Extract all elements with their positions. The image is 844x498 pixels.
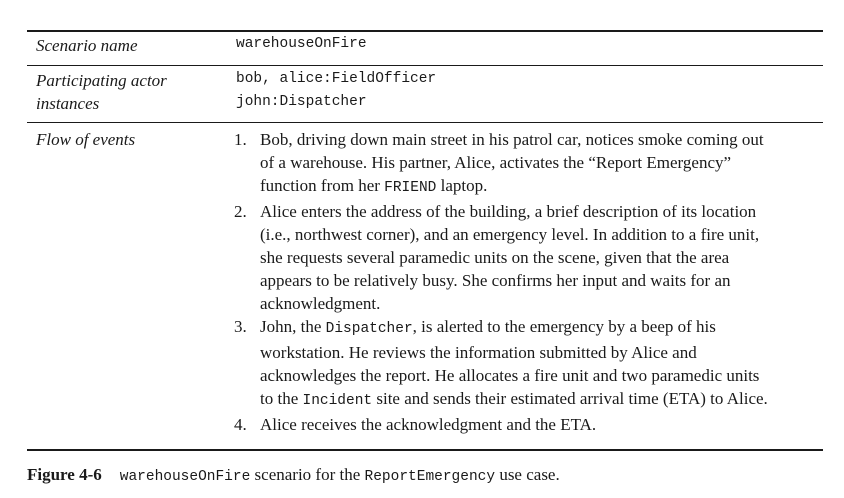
scenario-name-label: Scenario name <box>36 36 138 55</box>
participating-actors-label-line-1: Participating actor <box>36 71 167 90</box>
flow-step-text: Alice receives the acknowledgment and the ETA. <box>260 415 597 434</box>
actor-instance-1: bob, alice:FieldOfficer <box>236 71 437 87</box>
flow-step-text: workstation. He reviews the information submitted by Alice and <box>260 343 697 362</box>
figure-caption-text <box>120 465 560 484</box>
actor-instance-2: john:Dispatcher <box>236 94 367 110</box>
caption-text: use case. <box>495 465 560 484</box>
participating-actors-label <box>36 69 167 115</box>
row-divider-2 <box>27 122 823 123</box>
flow-step-line <box>260 341 824 364</box>
caption-code: warehouseOnFire <box>119 469 251 485</box>
flow-step-line <box>260 315 824 341</box>
flow-step-text: Alice enters the address of the building, a brief description of its location <box>260 202 757 221</box>
flow-step-number: 4. <box>234 415 247 434</box>
flow-step-line <box>260 128 824 151</box>
flow-step-code: Dispatcher <box>325 321 413 337</box>
figure-caption <box>27 463 560 489</box>
participating-actors-label-line-2: instances <box>36 94 100 113</box>
caption-text: scenario for the <box>250 465 365 484</box>
flow-step-text: , is alerted to the emergency by a beep of his <box>412 317 716 336</box>
scenario-name-value: warehouseOnFire <box>236 36 367 52</box>
flow-step-text: she requests several paramedic units on the scene, given that the area <box>260 248 730 267</box>
flow-step-text: John, the <box>260 317 326 336</box>
figure-number: Figure 4-6 <box>27 465 102 484</box>
flow-step-number: 3. <box>234 317 247 336</box>
caption-code: ReportEmergency <box>364 469 496 485</box>
flow-step-line <box>260 292 824 315</box>
flow-step-line <box>260 387 824 413</box>
flow-step-code: Incident <box>302 393 373 409</box>
flow-step <box>234 413 824 436</box>
flow-step-text: (i.e., northwest corner), and an emergency level. In addition to a fire unit, <box>260 225 760 244</box>
flow-step-text: of a warehouse. His partner, Alice, activates the “Report Emergency” <box>260 153 732 172</box>
flow-step-line <box>260 269 824 292</box>
flow-step-line <box>260 151 824 174</box>
flow-step-number: 1. <box>234 130 247 149</box>
flow-step-text: function from her <box>260 176 385 195</box>
flow-step-line <box>260 246 824 269</box>
flow-of-events-label: Flow of events <box>36 130 136 149</box>
flow-step-text: acknowledges the report. He allocates a fire unit and two paramedic units <box>260 366 760 385</box>
flow-step-number: 2. <box>234 202 247 221</box>
flow-step-text: laptop. <box>436 176 488 195</box>
flow-step <box>234 315 824 413</box>
flow-step-code: FRIEND <box>384 180 437 196</box>
participating-actors-values <box>236 68 436 114</box>
flow-step-text: Bob, driving down main street in his patrol car, notices smoke coming out <box>260 130 764 149</box>
flow-step-text: acknowledgment. <box>260 294 381 313</box>
flow-step-line <box>260 200 824 223</box>
flow-step <box>234 128 824 200</box>
row-divider-1 <box>27 65 823 66</box>
table-bottom-rule <box>27 449 823 451</box>
table-top-rule <box>27 30 823 32</box>
flow-step-line <box>260 174 824 200</box>
flow-step-line <box>260 364 824 387</box>
flow-of-events-list <box>234 128 824 436</box>
flow-step-line <box>260 223 824 246</box>
flow-step-text: to the <box>260 389 303 408</box>
flow-step <box>234 200 824 315</box>
flow-step-text: appears to be relatively busy. She confirms her input and waits for an <box>260 271 731 290</box>
flow-step-text: site and sends their estimated arrival time (ETA) to Alice. <box>372 389 768 408</box>
flow-step-line <box>260 413 824 436</box>
